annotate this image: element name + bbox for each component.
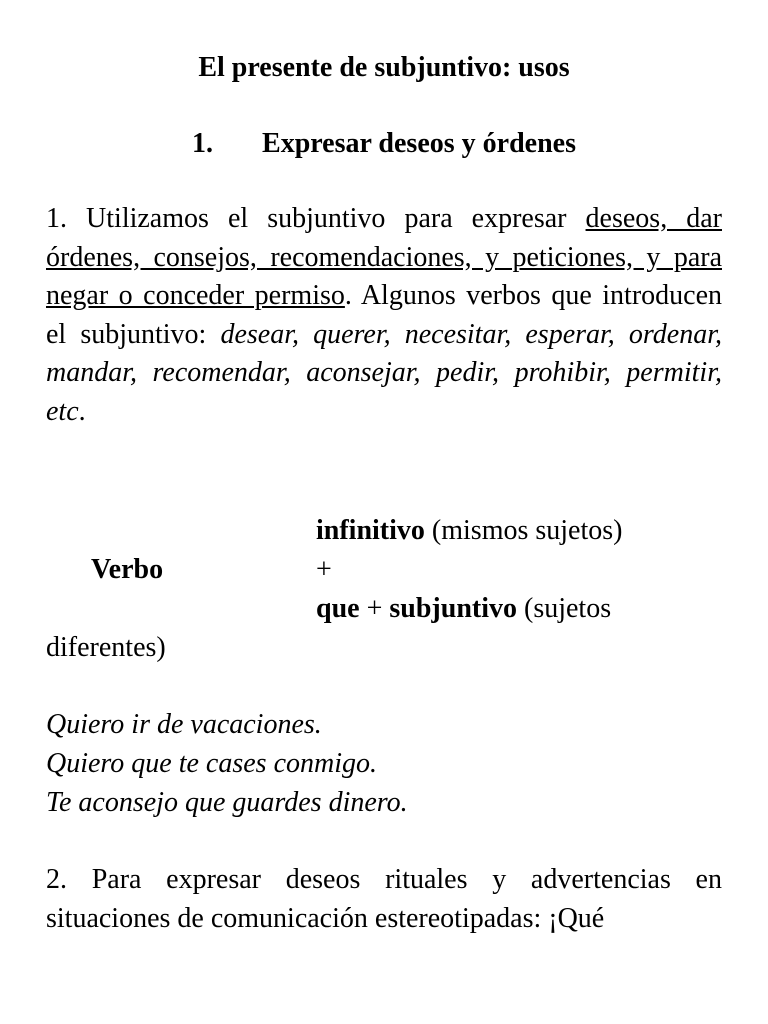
formula-subjunctive: subjuntivo [389, 593, 517, 624]
formula-verb-label: Verbo [91, 554, 164, 585]
paragraph-1 [46, 200, 722, 431]
formula-infinitive-note: (mismos sujetos) [424, 515, 623, 546]
examples-list [46, 705, 408, 822]
paragraph-1-verbs: desear, querer, necesitar, esperar, ordenar, mandar, recomendar, aconsejar, pedir, prohibir, permitir, etc [46, 318, 722, 427]
example-sentence: Quiero que te cases conmigo. [46, 748, 377, 779]
formula-plus: + [316, 554, 332, 585]
paragraph-1-underlined: deseos, dar órdenes, consejos, recomendaciones, y peticiones, y para negar o conceder permiso [46, 203, 722, 311]
formula-subjunctive-line [316, 590, 611, 628]
formula-subjunctive-note-continued: diferentes) [46, 632, 166, 663]
section-heading-text: Expresar deseos y órdenes [262, 128, 576, 159]
formula-infinitive-line [316, 512, 622, 550]
formula-infinitive: infinitivo [316, 515, 425, 546]
paragraph-1-end: . [78, 395, 86, 427]
formula-plus-inline: + [359, 593, 390, 624]
paragraph-1-lead: 1. Utilizamos el subjuntivo para expresar [46, 203, 586, 234]
formula-que: que [316, 593, 360, 624]
section-heading [46, 126, 722, 162]
paragraph-1-after-underline: . Algunos verbos que introducen el subjuntivo: [46, 280, 723, 350]
section-number: 1. [192, 128, 214, 159]
example-sentence: Te aconsejo que guardes dinero. [46, 787, 408, 818]
formula-subjunctive-note: (sujetos [517, 593, 612, 624]
document-title: El presente de subjuntivo: usos [198, 52, 570, 83]
example-sentence: Quiero ir de vacaciones. [46, 709, 322, 740]
paragraph-2: 2. Para expresar deseos rituales y advertencias en situaciones de comunicación estereotipadas: ¡Qué [46, 864, 722, 934]
